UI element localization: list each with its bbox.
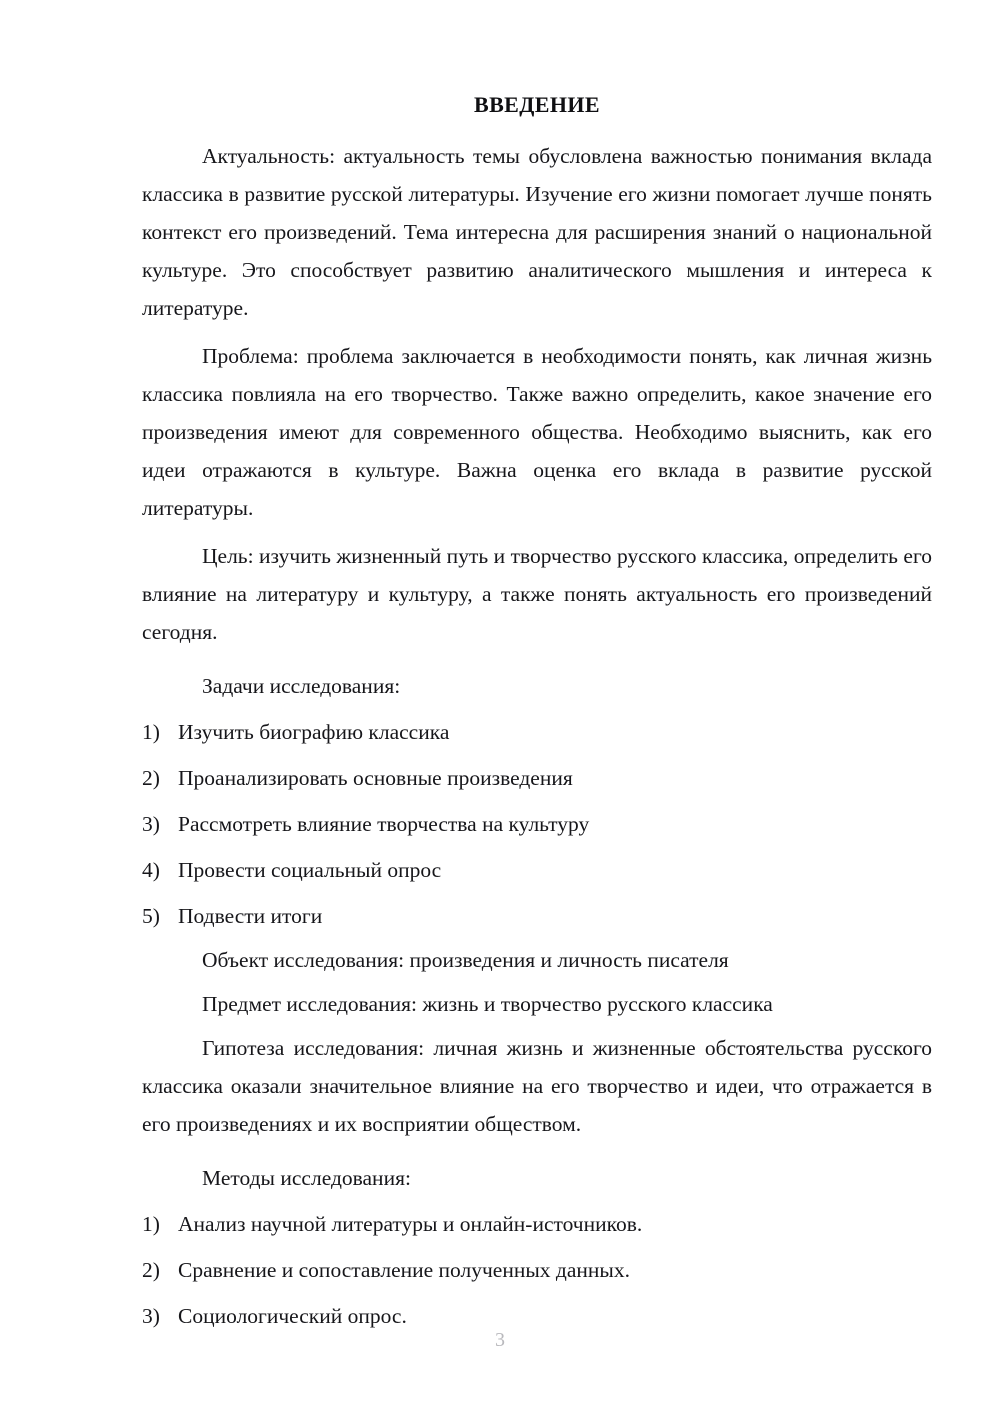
list-item-marker: 3)	[142, 812, 160, 837]
list-item-marker: 3)	[142, 1304, 160, 1329]
list-item-marker: 4)	[142, 858, 160, 883]
list-item	[142, 805, 932, 843]
research-object-line: Объект исследования: произведения и личность писателя	[202, 948, 729, 973]
list-item	[142, 1205, 932, 1243]
methods-list	[142, 1205, 932, 1335]
document-body	[142, 92, 932, 1335]
list-item-marker: 2)	[142, 766, 160, 791]
list-item-label: Подвести итоги	[178, 904, 323, 929]
list-item-label: Изучить биографию классика	[178, 720, 450, 745]
list-item	[142, 1251, 932, 1289]
paragraph-relevance: Актуальность: актуальность темы обусловлена важностью понимания вклада классика в развитие русской литературы. Изучение его жизни помогает лучше понять контекст его произведений. Тема интересна для расширения знаний о национальной культуре. Это способствует развитию аналитического мышления и интереса к литературе.	[142, 144, 932, 321]
list-item-marker: 1)	[142, 720, 160, 745]
paragraph-goal: Цель: изучить жизненный путь и творчество русского классика, определить его влияние на литературу и культуру, а также понять актуальность его произведений сегодня.	[142, 544, 932, 645]
list-item	[142, 713, 932, 751]
list-item-label: Провести социальный опрос	[178, 858, 442, 883]
list-item-label: Анализ научной литературы и онлайн-источников.	[178, 1212, 643, 1237]
list-item-label: Социологический опрос.	[178, 1304, 407, 1329]
list-item-label: Сравнение и сопоставление полученных данных.	[178, 1258, 630, 1283]
list-item-marker: 2)	[142, 1258, 160, 1283]
page-number: 3	[495, 1329, 505, 1351]
list-item-marker: 5)	[142, 904, 160, 929]
paragraph-hypothesis: Гипотеза исследования: личная жизнь и жизненные обстоятельства русского классика оказали значительное влияние на его творчество и идеи, что отражается в его произведениях и их восприятии обществом.	[142, 1036, 932, 1137]
tasks-heading: Задачи исследования:	[202, 674, 401, 699]
methods-heading: Методы исследования:	[202, 1166, 411, 1191]
page-title: ВВЕДЕНИЕ	[474, 92, 600, 117]
tasks-list	[142, 713, 932, 935]
list-item-marker: 1)	[142, 1212, 160, 1237]
research-subject-line: Предмет исследования: жизнь и творчество русского классика	[202, 992, 773, 1017]
list-item-label: Рассмотреть влияние творчества на культуру	[178, 812, 590, 837]
list-item	[142, 897, 932, 935]
list-item-label: Проанализировать основные произведения	[178, 766, 573, 791]
list-item	[142, 851, 932, 889]
list-item	[142, 759, 932, 797]
paragraph-problem: Проблема: проблема заключается в необходимости понять, как личная жизнь классика повлияла на его творчество. Также важно определить, какое значение его произведения имеют для современного общества. Необходимо выяснить, как его идеи отражаются в культуре. Важна оценка его вклада в развитие русской литературы.	[142, 344, 932, 521]
